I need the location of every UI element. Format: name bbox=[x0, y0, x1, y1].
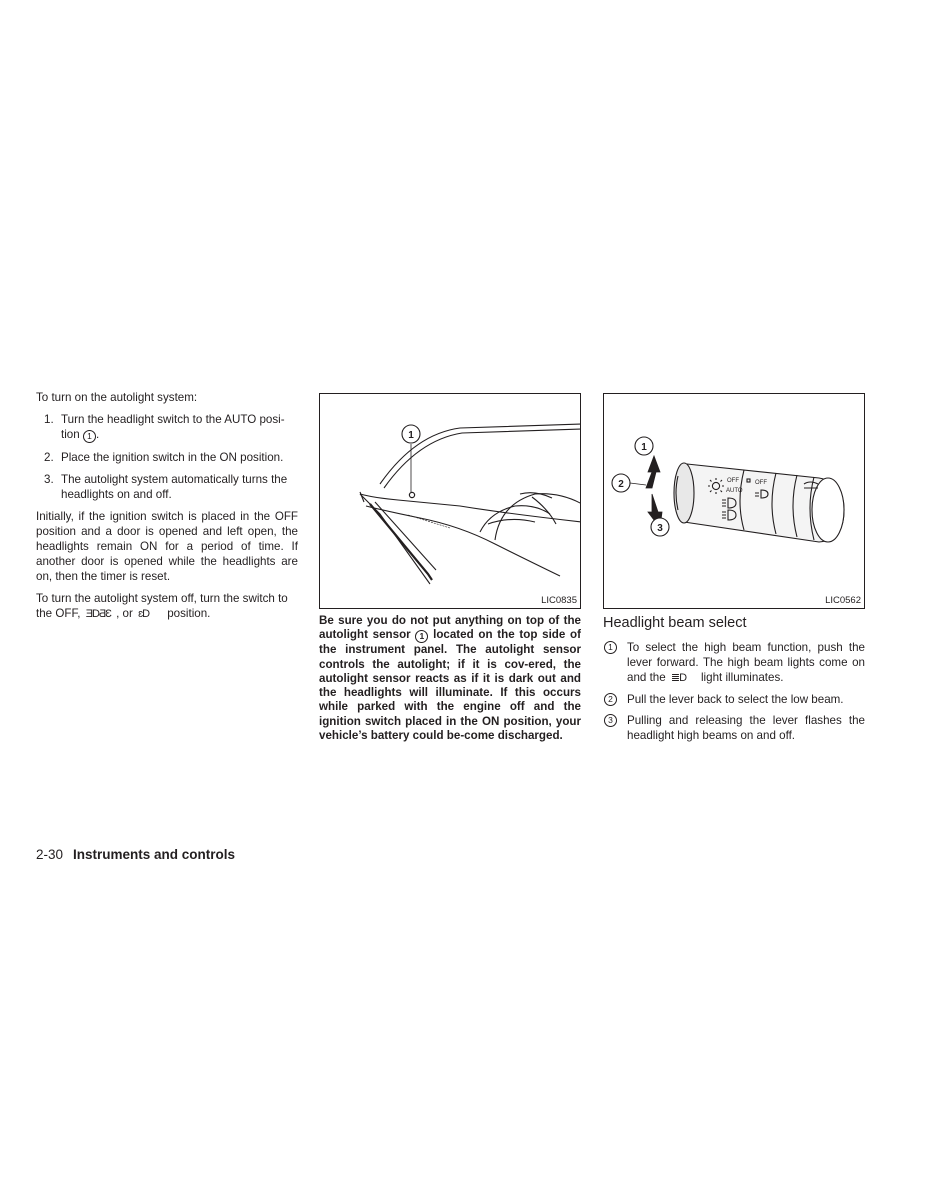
high-beam-icon: ≣D bbox=[670, 672, 687, 684]
autolight-sensor-figure bbox=[319, 393, 581, 609]
item-text: Pull the lever back to select the low beam. bbox=[627, 693, 844, 706]
left-column bbox=[36, 390, 298, 629]
autolight-intro: To turn on the autolight system: bbox=[36, 391, 198, 404]
off-text-b: , or bbox=[116, 607, 133, 620]
list-item bbox=[36, 472, 298, 502]
section-title: Instruments and controls bbox=[73, 847, 236, 862]
step-text: Turn the headlight switch to the AUTO posi-tion bbox=[61, 413, 285, 441]
switch-label-off-fog: OFF bbox=[755, 480, 767, 486]
dashboard-illustration bbox=[320, 394, 580, 608]
page-number: 2-30 bbox=[36, 847, 64, 862]
item-text-b: light illuminates. bbox=[700, 671, 784, 684]
step-number: 3. bbox=[44, 473, 54, 486]
callout-circle: 3 bbox=[604, 714, 617, 727]
item-text: Pulling and releasing the lever flashes the headlight high beams on and off. bbox=[627, 714, 865, 742]
off-text-a: To turn the autolight system off, turn the switch to the OFF, bbox=[36, 592, 288, 620]
headlight-lever-illustration bbox=[604, 394, 864, 608]
list-item bbox=[603, 640, 865, 686]
item-text-a: To select the high beam function, push the lever forward. The high beam lights come on and the bbox=[627, 641, 865, 684]
callout-circle: 1 bbox=[83, 430, 96, 443]
autolight-steps bbox=[36, 412, 298, 502]
warning-text-a: Be sure you do not put anything on top of the autolight sensor bbox=[319, 614, 581, 642]
step-text-end: . bbox=[95, 428, 100, 441]
off-text-c: position. bbox=[167, 607, 211, 620]
step-number: 1. bbox=[44, 413, 54, 426]
section-heading: Headlight beam select bbox=[603, 615, 747, 631]
callout-circle: 1 bbox=[604, 641, 617, 654]
autolight-off-paragraph bbox=[36, 591, 298, 622]
switch-label-off: OFF bbox=[727, 478, 739, 484]
list-item bbox=[603, 692, 865, 707]
step-number: 2. bbox=[44, 451, 54, 464]
page-footer bbox=[36, 847, 235, 862]
headlight-icon: ɛD bbox=[138, 608, 150, 620]
list-item bbox=[603, 713, 865, 743]
callout-circle: 2 bbox=[604, 693, 617, 706]
middle-column bbox=[319, 393, 581, 750]
figure-code: LIC0835 bbox=[541, 595, 577, 606]
list-item bbox=[36, 450, 298, 465]
list-item bbox=[36, 412, 298, 443]
warning-text-b: located on the top side of the instrument panel. The autolight sensor controls the autolight; if it is cov-ered, the autolight sensor reacts as if it is dark out and the headlights will illuminate. If this occurs while parked with the engine off and the ignition switch placed in the ON position, your vehicle’s battery could be-come discharged. bbox=[319, 628, 581, 743]
figure-callout-1: 1 bbox=[641, 442, 647, 453]
right-column bbox=[603, 393, 865, 749]
headlight-lever-figure bbox=[603, 393, 865, 609]
figure-callout-3: 3 bbox=[657, 523, 663, 534]
step-text: The autolight system automatically turns the headlights on and off. bbox=[61, 473, 288, 501]
callout-circle: 1 bbox=[415, 630, 428, 643]
figure-code: LIC0562 bbox=[825, 595, 861, 606]
step-text: Place the ignition switch in the ON position. bbox=[61, 451, 284, 464]
autolight-sensor-warning bbox=[319, 614, 581, 743]
switch-label-auto: AUTO bbox=[726, 488, 743, 494]
figure-callout-2: 2 bbox=[618, 479, 624, 490]
beam-select-list bbox=[603, 640, 865, 743]
timer-paragraph: Initially, if the ignition switch is placed in the OFF position and a door is opened and left open, the headlights remain ON for a period of time. If another door is opened while the headlights are on, then the timer is reset. bbox=[36, 510, 298, 583]
figure-callout-1: 1 bbox=[408, 430, 414, 441]
parking-light-icon: ƎDƋƐ bbox=[85, 608, 111, 620]
